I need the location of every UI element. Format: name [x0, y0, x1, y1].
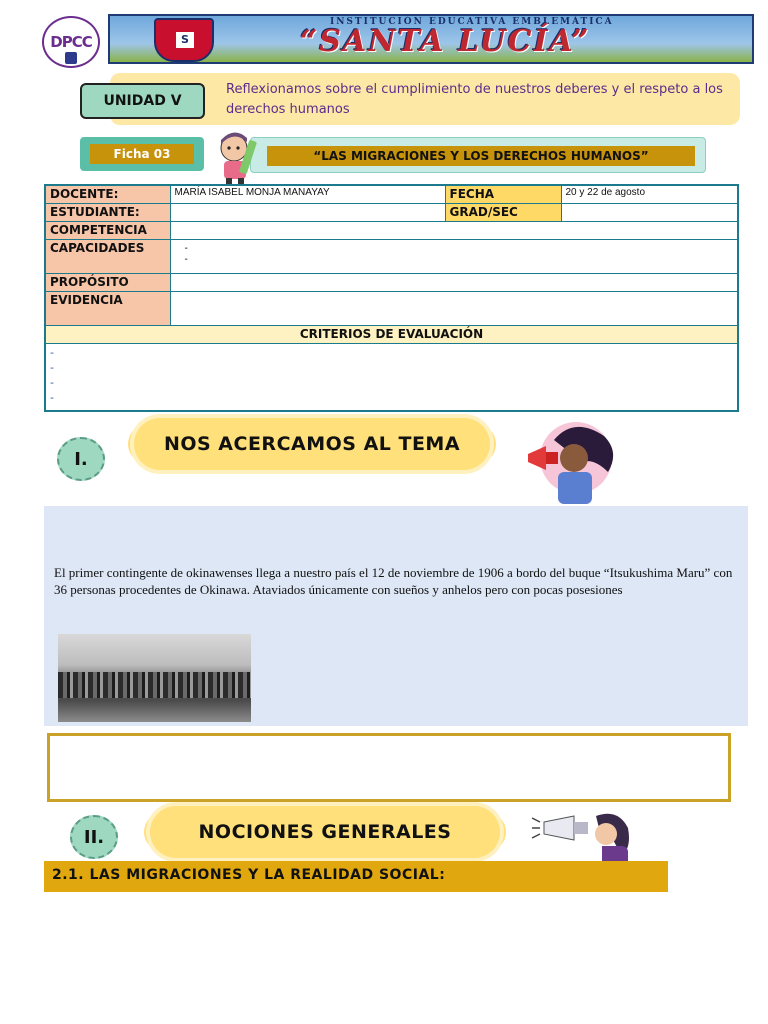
- evidencia-label: EVIDENCIA: [45, 291, 170, 325]
- estudiante-label: ESTUDIANTE:: [45, 203, 170, 221]
- historic-photo-image: [58, 634, 251, 722]
- proposito-label: PROPÓSITO: [45, 273, 170, 291]
- criterios-header: CRITERIOS DE EVALUACIÓN: [45, 325, 738, 343]
- capacidad-item: -: [184, 242, 188, 254]
- school-logo: [42, 16, 100, 68]
- competencia-label: COMPETENCIA: [45, 221, 170, 239]
- school-shield-icon: [154, 18, 214, 62]
- capacidad-item: -: [184, 253, 188, 265]
- section-1-title: NOS ACERCAMOS AL TEMA: [163, 433, 461, 455]
- capacidades-field[interactable]: [170, 239, 738, 273]
- logo-text: DPCC: [50, 33, 92, 51]
- logo-badge-icon: [65, 52, 77, 64]
- section-1-title-pill: [134, 418, 490, 470]
- competencia-field[interactable]: [170, 221, 738, 239]
- capacidades-label: CAPACIDADES: [45, 239, 170, 273]
- docente-value: MARÍA ISABEL MONJA MANAYAY: [170, 185, 445, 203]
- criterio-item: -: [50, 375, 54, 389]
- section-1-number: I.: [57, 437, 105, 481]
- section-2-title: NOCIONES GENERALES: [198, 821, 452, 843]
- ficha-title-bar: [250, 137, 706, 173]
- criterio-item: -: [50, 390, 54, 404]
- student-pencil-icon: [214, 128, 264, 186]
- docente-label: DOCENTE:: [45, 185, 170, 203]
- section-2-title-pill: [150, 806, 500, 858]
- unidad-label: UNIDAD V: [103, 93, 182, 109]
- institution-line: INSTITUCIÓN EDUCATIVA EMBLEMÁTICA: [330, 17, 614, 27]
- girl-megaphone-icon: [524, 418, 624, 504]
- school-banner: [108, 14, 754, 64]
- ficha-title: “LAS MIGRACIONES Y LOS DERECHOS HUMANOS”: [267, 146, 695, 166]
- school-name: “SANTA LUCÍA”: [300, 24, 591, 59]
- reading-text: El primer contingente de okinawenses llega a nuestro país el 12 de noviembre de 1906 a bordo del buque “Itsukushima Maru” con 36 personas procedentes de Okinawa. Ataviados únicamente con sueños y anhelos pero con pocas posesiones: [54, 565, 733, 597]
- proposito-field[interactable]: [170, 273, 738, 291]
- unidad-label-box: [80, 83, 205, 119]
- fecha-value: 20 y 22 de agosto: [561, 185, 738, 203]
- evidencia-field[interactable]: [170, 291, 738, 325]
- ficha-box: [80, 137, 204, 171]
- subsection-bar: [44, 861, 668, 892]
- reading-panel: [44, 506, 748, 726]
- criterios-list[interactable]: [45, 343, 738, 411]
- info-table: [44, 184, 739, 412]
- grado-label: GRAD/SEC: [445, 203, 561, 221]
- answer-box[interactable]: [47, 733, 731, 802]
- section-2-number: II.: [70, 815, 118, 859]
- criterio-item: -: [50, 345, 54, 359]
- unidad-description: Reflexionamos sobre el cumplimiento de nuestros deberes y el respeto a los derechos humanos: [226, 82, 723, 117]
- subsection-title: 2.1. LAS MIGRACIONES Y LA REALIDAD SOCIAL:: [52, 867, 446, 883]
- fecha-label: FECHA: [445, 185, 561, 203]
- estudiante-field[interactable]: [170, 203, 445, 221]
- criterio-item: -: [50, 360, 54, 374]
- ficha-label: Ficha 03: [90, 144, 194, 164]
- grado-field[interactable]: [561, 203, 738, 221]
- photo-crowd: [58, 672, 251, 698]
